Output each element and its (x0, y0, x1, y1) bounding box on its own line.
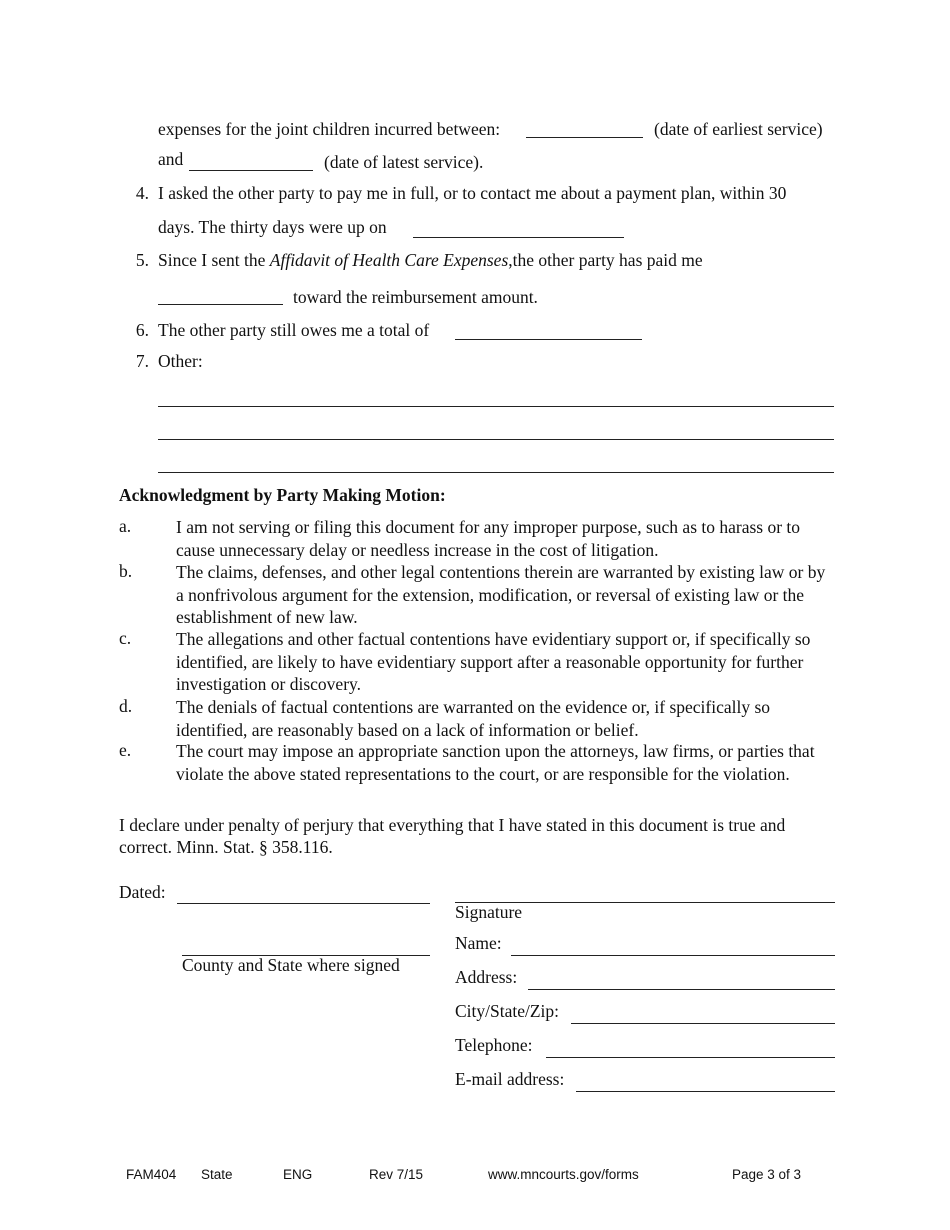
email-field[interactable] (576, 1091, 835, 1092)
ack-text-c: The allegations and other factual contentions have evidentiary support or, if specifically so identified, are likely to have evidentiary support after a reasonable opportunity for further investigation or discovery. (176, 629, 811, 694)
footer-page-number: Page 3 of 3 (732, 1167, 802, 1182)
other-line-1[interactable] (158, 406, 834, 407)
footer-revision: Rev 7/15 (369, 1167, 424, 1182)
address-field[interactable] (528, 989, 835, 990)
declaration-line1: I declare under penalty of perjury that everything that I have stated in this document is true and (119, 815, 786, 835)
ack-letter-b: b. (119, 561, 133, 581)
item4-line1: I asked the other party to pay me in full, or to contact me about a payment plan, within 30 (158, 183, 787, 203)
ack-letter-c: c. (119, 628, 132, 648)
item5-line1 (158, 250, 703, 272)
footer-form-id: FAM404 (126, 1167, 177, 1182)
footer-language: ENG (283, 1167, 313, 1182)
item5-post: ,the other party has paid me (508, 250, 703, 270)
item6-text: The other party still owes me a total of (158, 320, 430, 340)
other-line-2[interactable] (158, 439, 834, 440)
email-label: E-mail address: (455, 1069, 565, 1089)
amount-owed-field[interactable] (455, 339, 642, 340)
footer-url[interactable]: www.mncourts.gov/forms (488, 1167, 639, 1182)
dated-field[interactable] (177, 903, 430, 904)
earliest-service-note: (date of earliest service) (654, 119, 823, 139)
footer-jurisdiction: State (201, 1167, 233, 1182)
other-line-3[interactable] (158, 472, 834, 473)
item5-pre: Since I sent the (158, 250, 270, 270)
earliest-service-date-field[interactable] (526, 137, 643, 138)
address-label: Address: (455, 967, 518, 987)
item6-number: 6. (135, 320, 149, 340)
item4-line2: days. The thirty days were up on (158, 217, 387, 237)
item4-number: 4. (135, 183, 149, 203)
item3-continuation-text: expenses for the joint children incurred between: (158, 119, 501, 139)
ack-text-d: The denials of factual contentions are warranted on the evidence or, if specifically so identified, are reasonably based on a lack of information or belief. (176, 697, 771, 740)
and-label: and (158, 149, 184, 169)
affidavit-title: Affidavit of Health Care Expenses (269, 250, 509, 270)
ack-letter-e: e. (119, 740, 132, 760)
name-field[interactable] (511, 955, 835, 956)
county-state-label: County and State where signed (182, 955, 400, 975)
signature-label: Signature (455, 902, 523, 922)
ack-letter-d: d. (119, 696, 133, 716)
telephone-field[interactable] (546, 1057, 835, 1058)
acknowledgment-heading-text: Acknowledgment by Party Making Motion: (119, 485, 446, 505)
ack-text-a: I am not serving or filing this document for any improper purpose, such as to harass or to cause unnecessary delay or needless increase in the cost of litigation. (176, 517, 801, 560)
dated-label: Dated: (119, 882, 166, 902)
name-label: Name: (455, 933, 502, 953)
city-state-zip-field[interactable] (571, 1023, 835, 1024)
city-state-zip-label: City/State/Zip: (455, 1001, 560, 1021)
item7-number: 7. (135, 351, 149, 371)
item5-line2: toward the reimbursement amount. (293, 287, 538, 307)
ack-text-e: The court may impose an appropriate sanction upon the attorneys, law firms, or parties that violate the above stated representations to the court, or are responsible for the violation. (176, 741, 815, 784)
item5-number: 5. (135, 250, 149, 270)
ack-letter-a: a. (119, 516, 132, 536)
declaration-line2: correct. Minn. Stat. § 358.116. (119, 837, 333, 857)
amount-paid-field[interactable] (158, 304, 283, 305)
ack-text-b: The claims, defenses, and other legal contentions therein are warranted by existing law or by a nonfrivolous argument for the extension, modification, or reversal of existing law or the establishment of new law. (176, 562, 826, 627)
acknowledgment-heading (119, 485, 446, 507)
latest-service-date-field[interactable] (189, 170, 313, 171)
telephone-label: Telephone: (455, 1035, 533, 1055)
item7-text: Other: (158, 351, 203, 371)
thirty-days-date-field[interactable] (413, 237, 624, 238)
latest-service-note: (date of latest service). (324, 152, 484, 172)
